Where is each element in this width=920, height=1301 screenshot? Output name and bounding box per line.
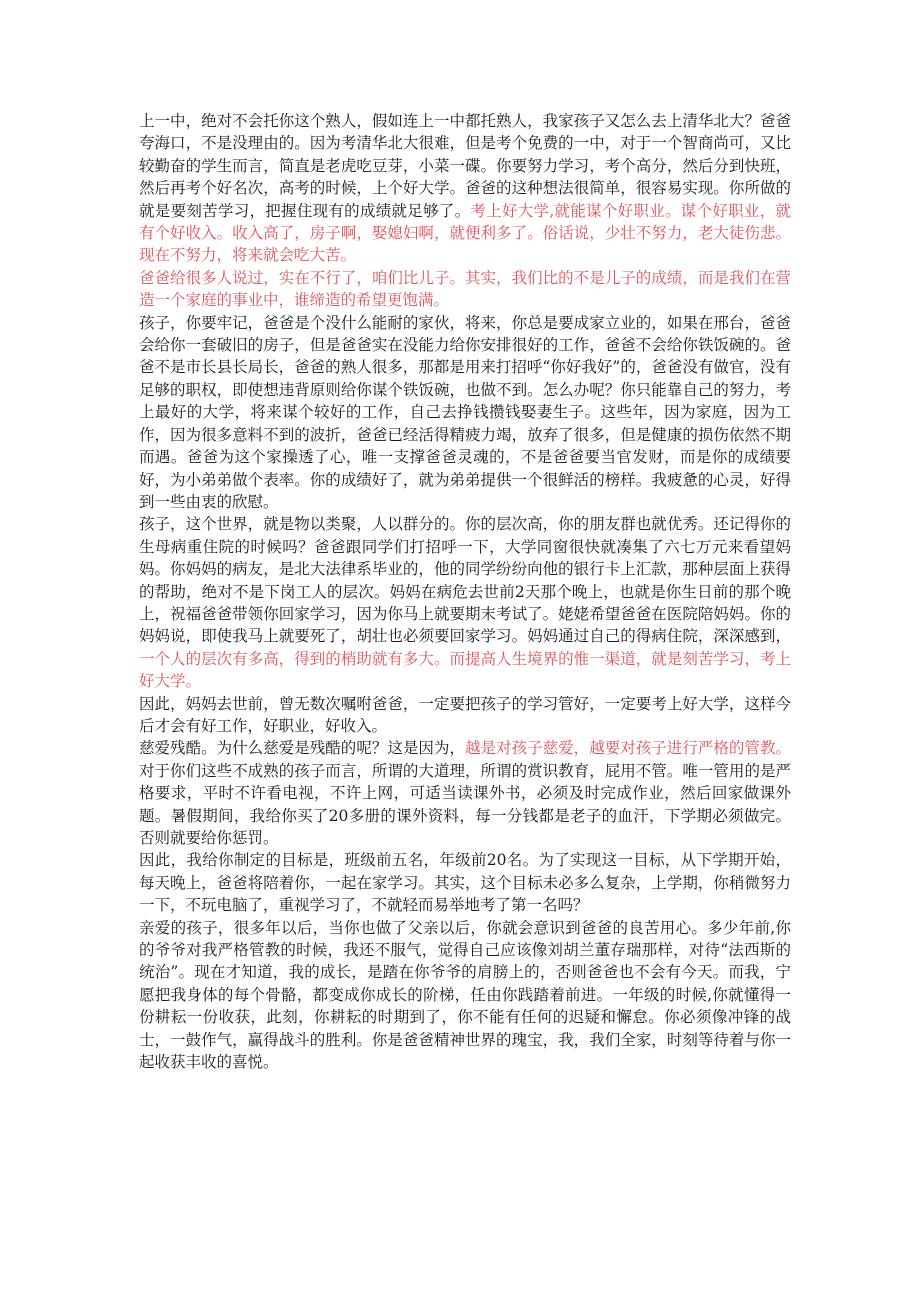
paragraph-2 bbox=[139, 267, 791, 312]
paragraph-4 bbox=[139, 513, 791, 692]
highlighted-segment: 一个人的层次有多高，得到的梢助就有多大。而提高人生境界的惟一渠道，就是刻苦学习，考上好大学。 bbox=[139, 649, 791, 691]
highlighted-segment: 越是对孩子慈爱，越要对孩子进行严格的管教。 bbox=[465, 739, 791, 758]
text-segment: 慈爱残酷。为什么慈爱是残酷的呢？这是因为， bbox=[139, 739, 465, 758]
text-segment: 对于你们这些不成熟的孩子而言，所谓的大道理，所谓的赏识教育，屁用不管。唯一管用的是严格要求，平时不许看电视，不许上网，可适当读课外书，必须及时完成作业，然后回家做课外题。暑假期间，我给你买了20多册的课外资料，每一分钱都是老子的血汗，下学期必须做完。否则就要给你惩罚。 bbox=[139, 761, 791, 847]
text-segment: 孩子，这个世界，就是物以类聚，人以群分的。你的层次高，你的朋友群也就优秀。还记得你的生母病重住院的时候吗？爸爸跟同学们打招呼一下，大学同窗很快就凑集了六七万元来看望妈妈。你妈妈的病友，是北大法律系毕业的，他的同学纷纷向他的银行卡上汇款，那种层面上获得的帮助，绝对不是下岗工人的层次。妈妈在病危去世前2天那个晚上，也就是你生日前的那个晚上，祝福爸爸带领你回家学习，因为你马上就要期末考试了。姥姥希望爸爸在医院陪妈妈。你的妈妈说，即使我马上就要死了，胡壮也必须要回家学习。妈妈通过自己的得病住院，深深感到， bbox=[139, 515, 791, 646]
paragraph-8 bbox=[139, 917, 791, 1074]
text-segment: 因此，妈妈去世前，曾无数次嘱咐爸爸，一定要把孩子的学习管好，一定要考上好大学，这样今后才会有好工作，好职业，好收入。 bbox=[139, 694, 791, 735]
article-body bbox=[139, 110, 791, 1073]
text-segment: 因此，我给你制定的目标是，班级前五名，年级前20名。为了实现这一目标，从下学期开始，每天晚上，爸爸将陪着你，一起在家学习。其实，这个目标未必多么复杂，上学期，你稍微努力一下，不玩电脑了，重视学习了，不就轻而易举地考了第一名吗？ bbox=[139, 851, 791, 915]
text-segment: 亲爱的孩子，很多年以后，当你也做了父亲以后，你就会意识到爸爸的良苦用心。多少年前,你的爷爷对我严格管教的时候，我还不服气，觉得自己应该像刘胡兰董存瑞那样，对待“法西斯的统治”。现在才知道，我的成长，是踏在你爷爷的肩膀上的，否则爸爸也不会有今天。而我，宁愿把我身体的每个骨骼，都变成你成长的阶梯，任由你践踏着前进。一年级的时候,你就懂得一份耕耘一份收获，此刻，你耕耘的时期到了，你不能有任何的迟疑和懈怠。你必须像冲锋的战士，一鼓作气，赢得战斗的胜利。你是爸爸精神世界的瑰宝，我，我们全家，时刻等待着与你一起收获丰收的喜悦。 bbox=[139, 918, 791, 1072]
paragraph-6 bbox=[139, 737, 791, 849]
text-segment: 上一中，绝对不会托你这个熟人，假如连上一中都托熟人，我家孩子又怎么去上清华北大？爸爸夸海口，不是没理由的。因为考清华北大很难，但是考个免费的一中，对于一个智商尚可，又比较勤奋的学生而言，简直是老虎吃豆芽，小菜一碟。你要努力学习，考个高分，然后分到快班，然后再考个好名次，高考的时候，上个好大学。爸爸的这种想法很简单，很容易实现。你所做的就是要刻苦学习，把握住现有的成绩就足够了。 bbox=[139, 112, 791, 220]
paragraph-1 bbox=[139, 110, 791, 267]
highlighted-segment: 考上好大学,就能谋个好职业。谋个好职业，就有个好收入。收入高了，房子啊，娶媳妇啊，就便利多了。俗话说，少壮不努力，老大徒伤悲。现在不努力，将来就会吃大苦。 bbox=[139, 201, 791, 265]
paragraph-7 bbox=[139, 849, 791, 916]
text-segment: 孩子，你要牢记，爸爸是个没什么能耐的家伙，将来，你总是要成家立业的，如果在邢台，爸爸会给你一套破旧的房子，但是爸爸实在没能力给你安排很好的工作，爸爸不会给你铁饭碗的。爸爸不是市长县长局长，爸爸的熟人很多，那都是用来打招呼“你好我好”的，爸爸没有做官，没有足够的职权，即使想违背原则给你谋个铁饭碗，也做不到。怎么办呢？你只能靠自己的努力，考上最好的大学，将来谋个较好的工作，自己去挣钱攒钱娶妻生子。这些年，因为家庭，因为工作，因为很多意料不到的波折，爸爸已经活得精疲力竭，放弃了很多，但是健康的损伤依然不期而遇。爸爸为这个家操透了心，唯一支撑爸爸灵魂的，不是爸爸要当官发财，而是你的成绩要好，为小弟弟做个表率。你的成绩好了，就为弟弟提供一个很鲜活的榜样。我疲惫的心灵，好得到一些由衷的欣慰。 bbox=[139, 313, 791, 511]
paragraph-3 bbox=[139, 312, 791, 514]
paragraph-5 bbox=[139, 693, 791, 738]
highlighted-segment: 爸爸给很多人说过，实在不行了，咱们比儿子。其实，我们比的不是儿子的成绩，而是我们在营造一个家庭的事业中，谁缔造的希望更饱满。 bbox=[139, 268, 791, 310]
